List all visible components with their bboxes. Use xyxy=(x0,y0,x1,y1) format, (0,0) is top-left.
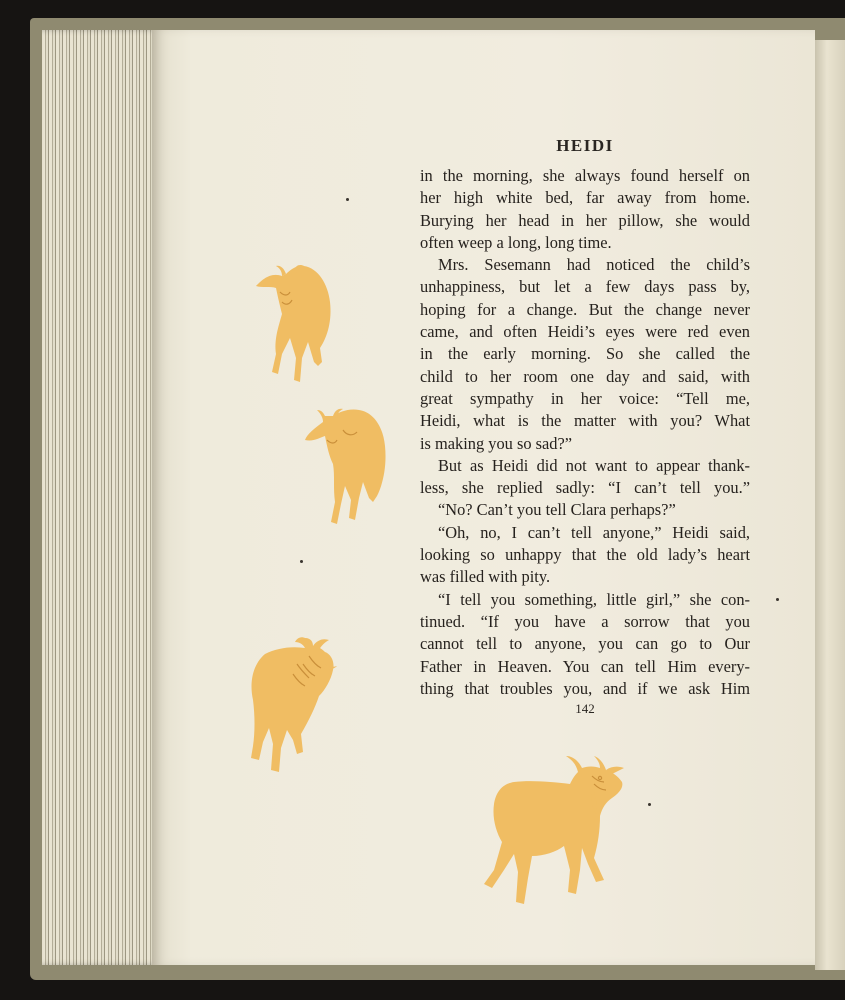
text-line: great sympathy in her voice: “Tell me, xyxy=(420,388,750,408)
text-line: cannot tell to anyone, you can go to Our xyxy=(420,634,750,654)
body-text xyxy=(420,165,750,700)
goat-icon xyxy=(303,406,389,528)
text-line: in the early morning. So she called the xyxy=(420,344,750,364)
page-speck xyxy=(648,803,651,806)
next-page-edge xyxy=(815,40,845,970)
text-line: less, she replied sadly: “I can’t tell you.” xyxy=(420,478,750,498)
text-line: But as Heidi did not want to appear thank- xyxy=(438,455,750,475)
text-line: hoping for a change. But the change never xyxy=(420,299,750,319)
text-line: Father in Heaven. You can tell Him every- xyxy=(420,656,750,676)
goat-icon xyxy=(247,634,339,776)
page-speck xyxy=(300,560,303,563)
goat-icon xyxy=(482,752,628,910)
page-speck xyxy=(346,198,349,201)
text-line: her high white bed, far away from home. xyxy=(420,188,750,208)
text-line: thing that troubles you, and if we ask Him xyxy=(420,678,750,698)
text-line: tinued. “If you have a sorrow that you xyxy=(420,611,750,631)
page-speck xyxy=(776,598,779,601)
text-line: is making you so sad?” xyxy=(420,433,573,453)
text-line: looking so unhappy that the old lady’s heart xyxy=(420,545,750,565)
goat-icon xyxy=(252,262,334,386)
text-line: was filled with pity. xyxy=(420,567,551,587)
page-edges xyxy=(42,30,160,965)
running-head: HEIDI xyxy=(556,136,614,155)
text-line: Mrs. Sesemann had noticed the child’s xyxy=(438,255,750,275)
text-line: child to her room one day and said, with xyxy=(420,366,750,386)
text-line: Burying her head in her pillow, she would xyxy=(420,210,750,230)
text-line: in the morning, she always found herself on xyxy=(420,166,750,185)
text-line: Heidi, what is the matter with you? What xyxy=(420,411,750,431)
page-number: 142 xyxy=(575,701,595,716)
text-line: “Oh, no, I can’t tell anyone,” Heidi said, xyxy=(438,522,750,542)
text-line: “No? Can’t you tell Clara perhaps?” xyxy=(438,500,676,520)
text-line: often weep a long, long time. xyxy=(420,232,612,252)
text-line: came, and often Heidi’s eyes were red even xyxy=(420,322,750,342)
text-line: “I tell you something, little girl,” she con- xyxy=(438,589,750,609)
text-line: unhappiness, but let a few days pass by, xyxy=(420,277,750,297)
